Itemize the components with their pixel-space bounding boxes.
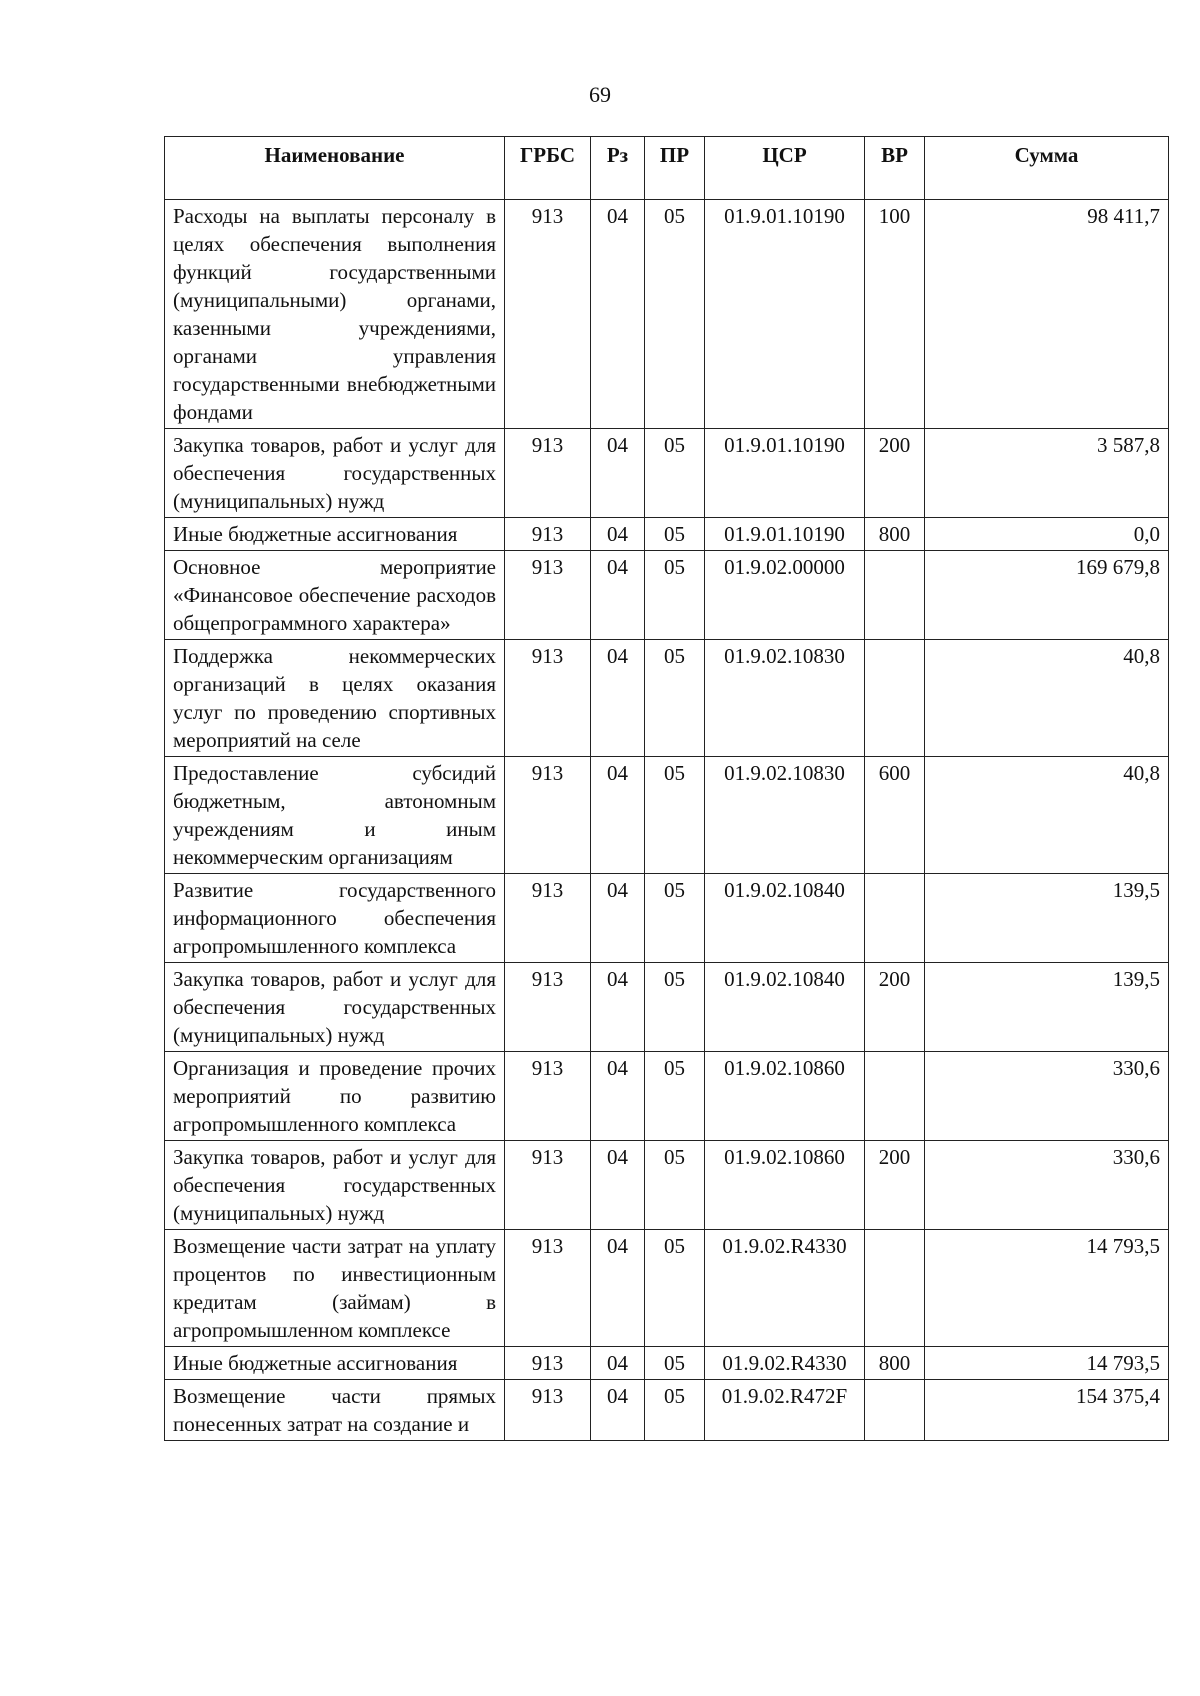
cell-vr (865, 1052, 925, 1141)
cell-pr: 05 (645, 518, 705, 551)
cell-vr: 200 (865, 429, 925, 518)
cell-rz: 04 (591, 1380, 645, 1441)
cell-vr: 200 (865, 1141, 925, 1230)
table-body (165, 200, 1169, 1441)
cell-pr: 05 (645, 874, 705, 963)
cell-pr: 05 (645, 640, 705, 757)
cell-rz: 04 (591, 429, 645, 518)
cell-sum: 139,5 (925, 874, 1169, 963)
cell-csr: 01.9.02.10860 (705, 1141, 865, 1230)
cell-sum: 139,5 (925, 963, 1169, 1052)
table-row (165, 551, 1169, 640)
cell-csr: 01.9.02.R4330 (705, 1347, 865, 1380)
cell-grbs: 913 (505, 874, 591, 963)
cell-grbs: 913 (505, 757, 591, 874)
cell-vr (865, 874, 925, 963)
cell-name: Возмещение части затрат на уплату процентов по инвестиционным кредитам (займам) в агропромышленном комплексе (165, 1230, 505, 1347)
cell-name: Закупка товаров, работ и услуг для обеспечения государственных (муниципальных) нужд (165, 963, 505, 1052)
cell-sum: 14 793,5 (925, 1347, 1169, 1380)
cell-name: Возмещение части прямых понесенных затрат на создание и (165, 1380, 505, 1441)
table-row (165, 757, 1169, 874)
cell-name: Поддержка некоммерческих организаций в целях оказания услуг по проведению спортивных мероприятий на селе (165, 640, 505, 757)
cell-name: Основное мероприятие «Финансовое обеспечение расходов общепрограммного характера» (165, 551, 505, 640)
cell-csr: 01.9.02.10830 (705, 757, 865, 874)
cell-rz: 04 (591, 640, 645, 757)
table-row (165, 1141, 1169, 1230)
table-row (165, 1230, 1169, 1347)
cell-grbs: 913 (505, 551, 591, 640)
table-row (165, 1347, 1169, 1380)
cell-sum: 40,8 (925, 640, 1169, 757)
table-row (165, 640, 1169, 757)
table-row (165, 200, 1169, 429)
header-name: Наименование (165, 137, 505, 200)
table-row (165, 429, 1169, 518)
cell-vr: 800 (865, 518, 925, 551)
cell-name: Закупка товаров, работ и услуг для обеспечения государственных (муниципальных) нужд (165, 429, 505, 518)
cell-rz: 04 (591, 1141, 645, 1230)
cell-sum: 330,6 (925, 1141, 1169, 1230)
cell-name: Развитие государственного информационного обеспечения агропромышленного комплекса (165, 874, 505, 963)
header-grbs: ГРБС (505, 137, 591, 200)
cell-csr: 01.9.01.10190 (705, 429, 865, 518)
cell-grbs: 913 (505, 429, 591, 518)
table-row (165, 874, 1169, 963)
header-vr: ВР (865, 137, 925, 200)
cell-name: Закупка товаров, работ и услуг для обеспечения государственных (муниципальных) нужд (165, 1141, 505, 1230)
cell-rz: 04 (591, 518, 645, 551)
cell-csr: 01.9.02.10830 (705, 640, 865, 757)
cell-grbs: 913 (505, 1141, 591, 1230)
cell-sum: 169 679,8 (925, 551, 1169, 640)
cell-grbs: 913 (505, 640, 591, 757)
cell-vr (865, 1230, 925, 1347)
cell-sum: 14 793,5 (925, 1230, 1169, 1347)
cell-pr: 05 (645, 1052, 705, 1141)
cell-vr (865, 551, 925, 640)
cell-sum: 154 375,4 (925, 1380, 1169, 1441)
cell-pr: 05 (645, 1141, 705, 1230)
cell-vr: 200 (865, 963, 925, 1052)
page-number: 69 (589, 82, 611, 107)
cell-pr: 05 (645, 963, 705, 1052)
budget-table (164, 136, 1169, 1441)
table-row (165, 1052, 1169, 1141)
cell-name: Расходы на выплаты персоналу в целях обеспечения выполнения функций государственными (муниципальными) органами, казенными учреждениями, органами управления государственными внебюджетными фондами (165, 200, 505, 429)
cell-csr: 01.9.02.10860 (705, 1052, 865, 1141)
cell-rz: 04 (591, 1230, 645, 1347)
cell-pr: 05 (645, 1380, 705, 1441)
cell-grbs: 913 (505, 963, 591, 1052)
cell-csr: 01.9.01.10190 (705, 200, 865, 429)
cell-grbs: 913 (505, 200, 591, 429)
cell-rz: 04 (591, 200, 645, 429)
cell-vr: 100 (865, 200, 925, 429)
cell-grbs: 913 (505, 518, 591, 551)
cell-name: Иные бюджетные ассигнования (165, 1347, 505, 1380)
cell-vr: 600 (865, 757, 925, 874)
cell-pr: 05 (645, 1230, 705, 1347)
cell-grbs: 913 (505, 1380, 591, 1441)
cell-grbs: 913 (505, 1230, 591, 1347)
cell-rz: 04 (591, 1052, 645, 1141)
header-csr: ЦСР (705, 137, 865, 200)
cell-vr: 800 (865, 1347, 925, 1380)
cell-name: Организация и проведение прочих мероприятий по развитию агропромышленного комплекса (165, 1052, 505, 1141)
cell-rz: 04 (591, 874, 645, 963)
cell-rz: 04 (591, 1347, 645, 1380)
header-rz: Рз (591, 137, 645, 200)
cell-pr: 05 (645, 757, 705, 874)
cell-sum: 40,8 (925, 757, 1169, 874)
cell-csr: 01.9.02.00000 (705, 551, 865, 640)
table-row (165, 1380, 1169, 1441)
table-header-row (165, 137, 1169, 200)
cell-sum: 98 411,7 (925, 200, 1169, 429)
header-sum: Сумма (925, 137, 1169, 200)
cell-csr: 01.9.01.10190 (705, 518, 865, 551)
cell-pr: 05 (645, 1347, 705, 1380)
cell-sum: 3 587,8 (925, 429, 1169, 518)
cell-name: Предоставление субсидий бюджетным, автономным учреждениям и иным некоммерческим организациям (165, 757, 505, 874)
cell-name: Иные бюджетные ассигнования (165, 518, 505, 551)
table-row (165, 963, 1169, 1052)
table-row (165, 518, 1169, 551)
cell-csr: 01.9.02.10840 (705, 963, 865, 1052)
cell-grbs: 913 (505, 1052, 591, 1141)
cell-grbs: 913 (505, 1347, 591, 1380)
cell-csr: 01.9.02.R472F (705, 1380, 865, 1441)
header-pr: ПР (645, 137, 705, 200)
cell-pr: 05 (645, 551, 705, 640)
cell-pr: 05 (645, 200, 705, 429)
cell-csr: 01.9.02.10840 (705, 874, 865, 963)
cell-sum: 330,6 (925, 1052, 1169, 1141)
cell-csr: 01.9.02.R4330 (705, 1230, 865, 1347)
cell-rz: 04 (591, 963, 645, 1052)
cell-vr (865, 640, 925, 757)
cell-sum: 0,0 (925, 518, 1169, 551)
cell-rz: 04 (591, 551, 645, 640)
cell-pr: 05 (645, 429, 705, 518)
cell-vr (865, 1380, 925, 1441)
cell-rz: 04 (591, 757, 645, 874)
